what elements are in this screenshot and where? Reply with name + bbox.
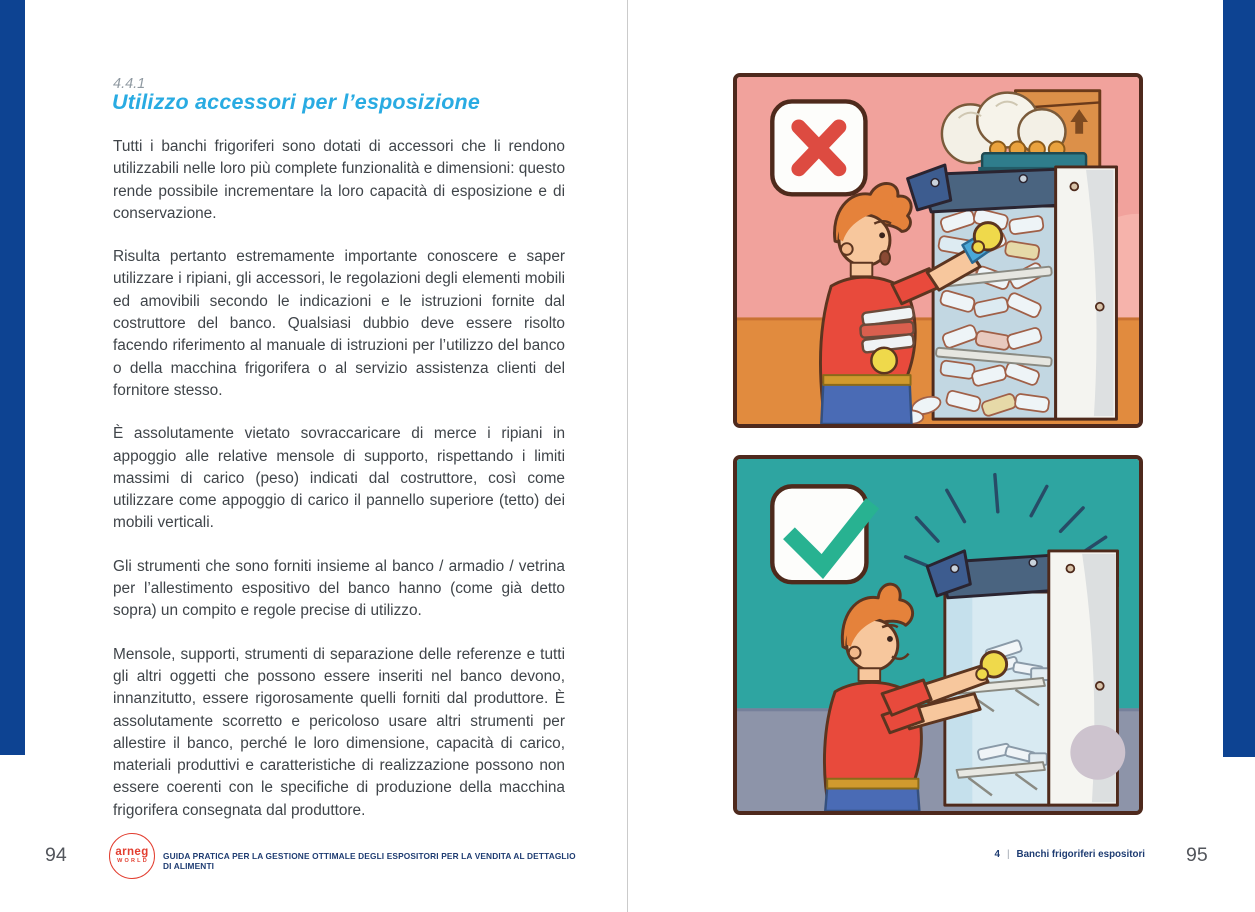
- belt: [827, 779, 918, 789]
- logo-subtext: WORLD: [117, 858, 149, 864]
- page-divider: [627, 0, 628, 912]
- eye: [879, 232, 885, 238]
- illustration-forbidden-overload: [733, 73, 1143, 428]
- body-text-column: [113, 136, 565, 843]
- display-cabinet: [908, 165, 1117, 419]
- page-number-left: 94: [45, 844, 67, 866]
- neck: [859, 668, 881, 681]
- illustration-correct-loading: [733, 455, 1143, 815]
- paragraph: Tutti i banchi frigoriferi sono dotati di accessori che li rendono utilizzabili nelle loro più complete funzionalità e dimensioni: questo rende possibile incrementare la loro capacità di esposizione e di conservazione.: [113, 138, 565, 222]
- forbidden-illustration-svg: [737, 77, 1139, 424]
- paragraph: È assolutamente vietato sovraccaricare di merce i ripiani in appoggio alle relative mensole di supporto, rispettando i limiti massimi di carico (peso) indicati dal costruttore, così come utilizzare come appoggio di carico il pannello superiore (tetto) dei mobili verticali.: [113, 425, 565, 532]
- right-accent-bar: [1223, 0, 1255, 757]
- ear: [841, 243, 853, 255]
- paragraph: Risulta pertanto estremamente importante conoscere e saper utilizzare i ripiani, gli accessori, le regolazioni degli elementi mobili ed amovibili secondo le indicazioni e le istruzioni fornite dal costruttore del banco. Qualsiasi dubbio deve essere risolto facendo riferimento al manuale di istruzioni per l’utilizzo del banco o della macchina frigorifera o al servizio assistenza clienti del fornitore stesso.: [113, 248, 565, 399]
- correct-badge: [772, 486, 867, 582]
- footer-guide-title: GUIDA PRATICA PER LA GESTIONE OTTIMALE DEGLI ESPOSITORI PER LA VENDITA AL DETTAGLIO DI ALIMENTI: [163, 851, 576, 871]
- ear: [849, 647, 861, 659]
- eye: [887, 636, 893, 642]
- pants: [821, 380, 911, 424]
- arneg-world-logo: [109, 833, 155, 879]
- paragraph: Gli strumenti che sono forniti insieme al banco / armadio / vetrina per l’allestimento espositivo del banco hanno (come già detto sopra) un compito e regole precise di utilizzo.: [113, 557, 565, 620]
- chapter-number: 4: [994, 849, 1000, 860]
- chapter-title: Banchi frigoriferi espositori: [1016, 849, 1145, 860]
- footer-separator: |: [1006, 849, 1010, 860]
- belt: [823, 375, 910, 385]
- paragraph: Mensole, supporti, strumenti di separazione delle referenze e tutti gli altri oggetti che possono essere inseriti nel banco devono, innanzitutto, essere rigorosamente quelli forniti dal produttore. È assolutamente scorretto e pericoloso usare altri strumenti per allestire il banco, perché le loro dimensione, capacità di carico, materiali produttivi e caratteristiche di realizzazione possono non essere coerenti con le specifiche di produzione della macchina frigorifera consegnata dal produttore.: [113, 645, 565, 819]
- section-number: 4.4.1: [113, 76, 146, 92]
- mouth-worried: [880, 251, 890, 265]
- forbidden-badge: [772, 101, 865, 194]
- neck: [851, 263, 873, 277]
- chapter-footer: [960, 849, 1145, 860]
- left-accent-bar: [0, 0, 25, 755]
- page-number-right: 95: [1186, 844, 1208, 866]
- glove-lower: [871, 348, 896, 373]
- correct-illustration-svg: [737, 459, 1139, 811]
- logo-text: arneg: [115, 846, 149, 858]
- page-title: Utilizzo accessori per l’esposizione: [112, 90, 481, 114]
